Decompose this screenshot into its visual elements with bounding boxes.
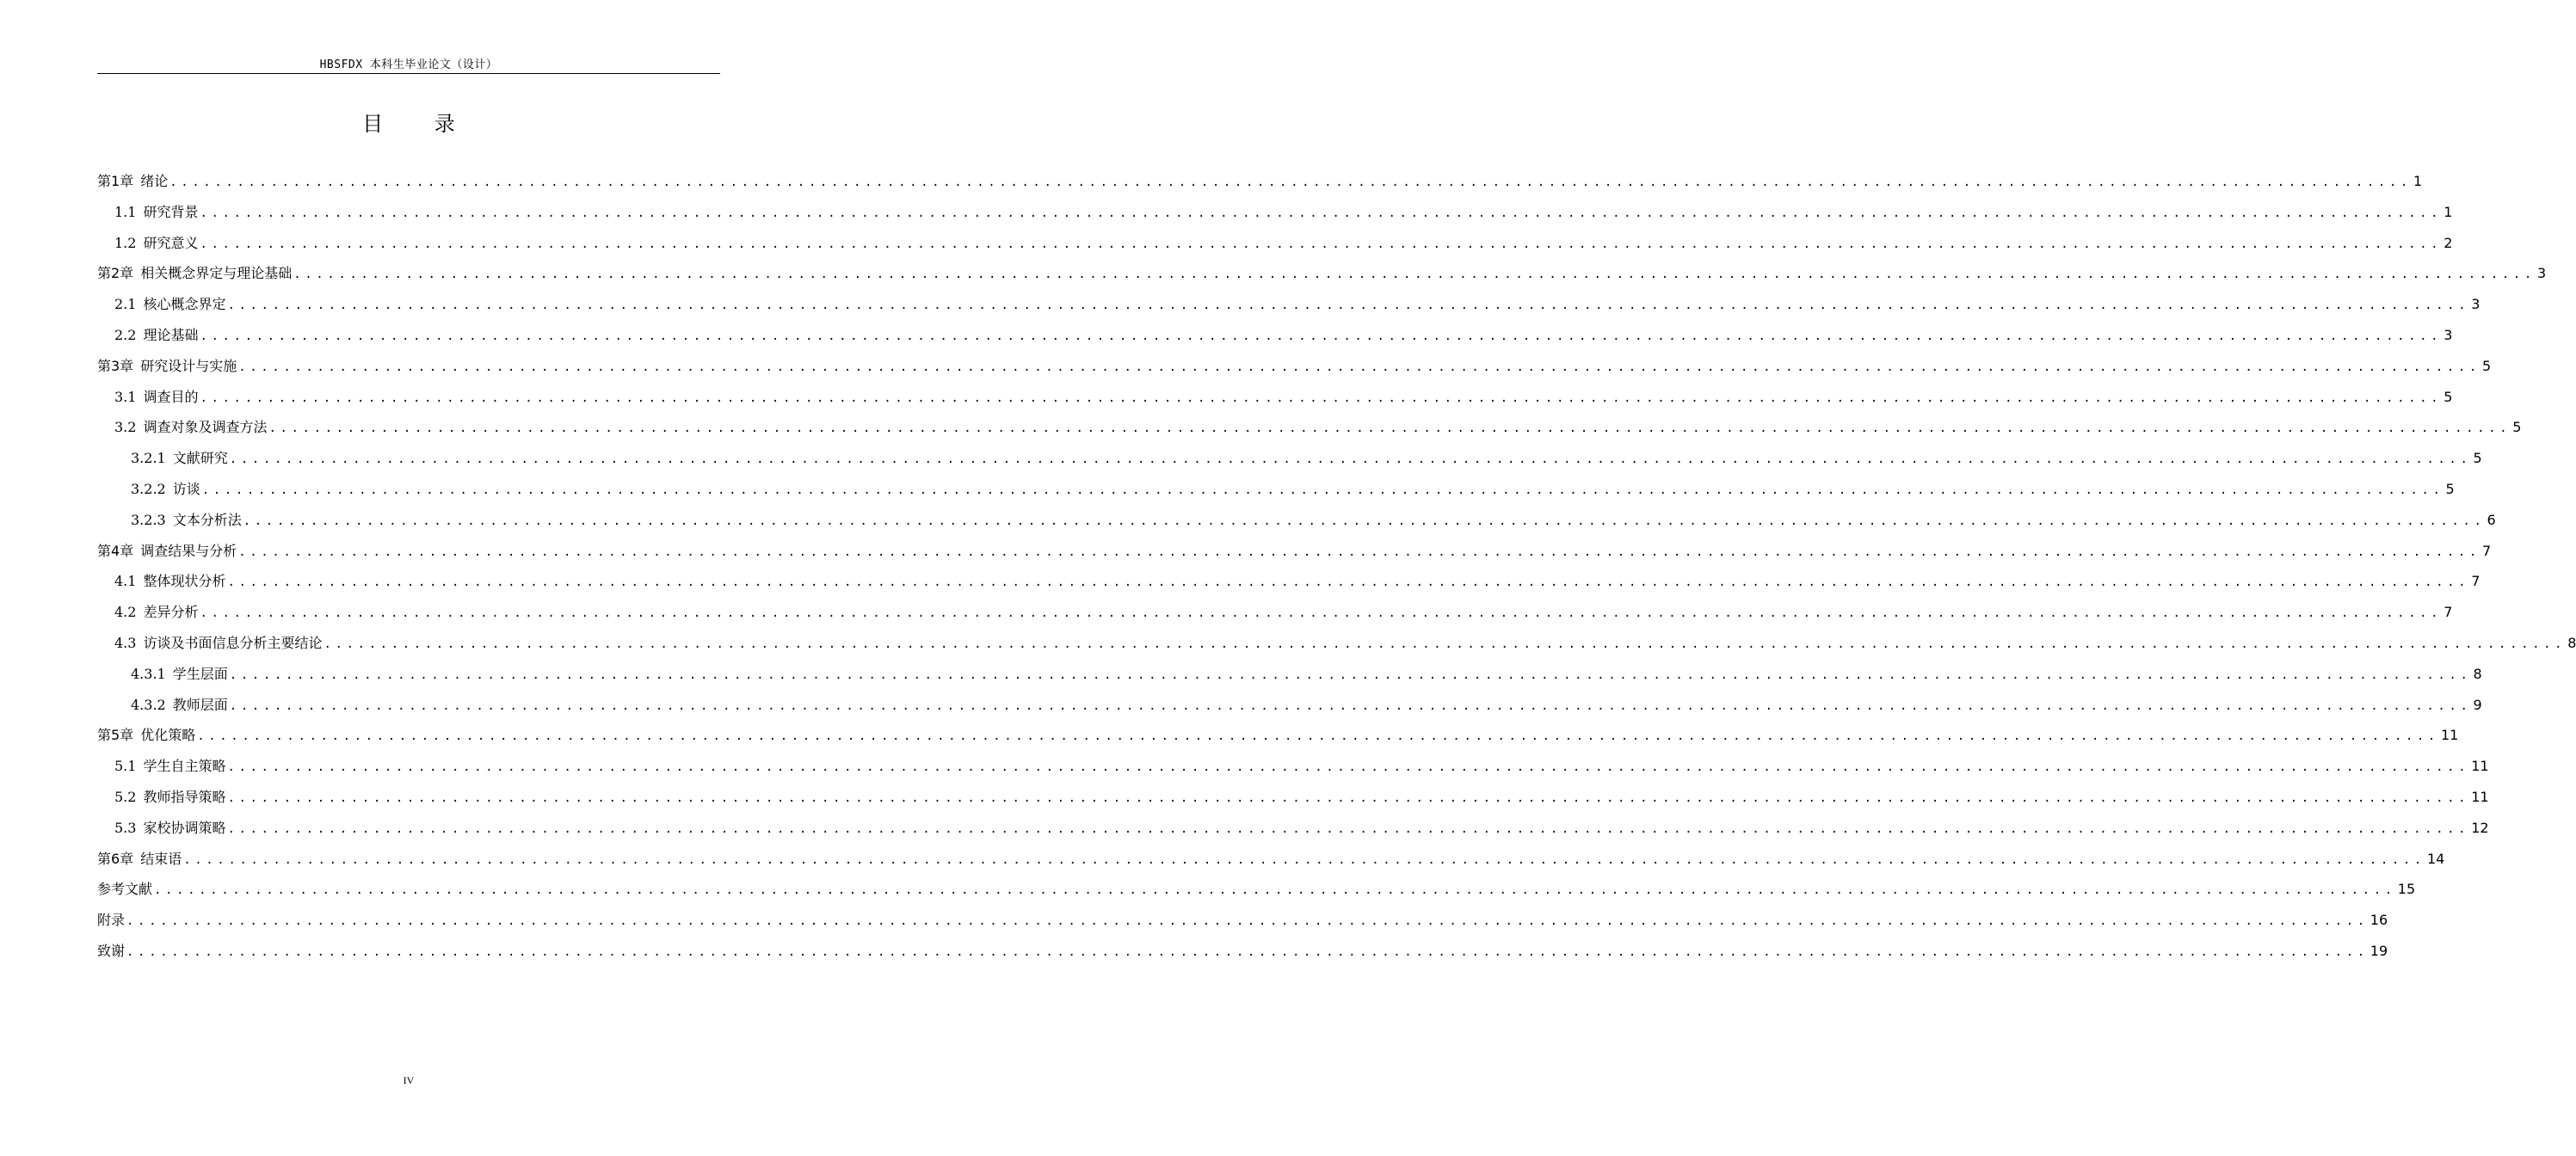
toc-entry-title: 核心概念界定 bbox=[143, 296, 226, 313]
toc-entry-title: 访谈及书面信息分析主要结论 bbox=[143, 634, 323, 651]
toc-entry-page: 6 bbox=[2487, 511, 2496, 528]
toc-leader-dots: ........................................................................................................................................................................................................ bbox=[229, 452, 2472, 467]
toc-entry[interactable] bbox=[97, 601, 2453, 632]
toc-entry-number: 2.1 bbox=[114, 296, 137, 313]
toc-entry-label bbox=[114, 324, 198, 344]
toc-leader-dots: ........................................................................................................................................................................................................ bbox=[169, 175, 2412, 189]
toc-entry[interactable] bbox=[97, 386, 2453, 417]
toc-leader-dots: ........................................................................................................................................................................................................ bbox=[229, 667, 2472, 682]
toc-entry-title: 差异分析 bbox=[143, 604, 199, 621]
toc-entry[interactable] bbox=[97, 570, 2480, 601]
toc-entry-label bbox=[114, 632, 322, 652]
toc-entry-page: 1 bbox=[2444, 203, 2453, 220]
toc-entry-label bbox=[97, 170, 168, 190]
toc-entry-title: 致谢 bbox=[97, 942, 126, 959]
toc-leader-dots: ........................................................................................................................................................................................................ bbox=[227, 790, 2470, 805]
toc-entry-label bbox=[97, 355, 237, 375]
toc-entry[interactable] bbox=[97, 170, 2423, 201]
toc-leader-dots: ........................................................................................................................................................................................................ bbox=[243, 513, 2486, 528]
toc-leader-dots: ........................................................................................................................................................................................................ bbox=[200, 390, 2443, 405]
toc-entry-label bbox=[97, 848, 182, 868]
toc-entry-label bbox=[114, 416, 267, 436]
toc-entry-page: 16 bbox=[2370, 912, 2388, 929]
toc-entry-label bbox=[97, 724, 195, 744]
toc-leader-dots: ........................................................................................................................................................................................................ bbox=[268, 421, 2511, 436]
toc-entry[interactable] bbox=[97, 293, 2480, 324]
toc-entry[interactable] bbox=[97, 509, 2496, 540]
toc-leader-dots: ........................................................................................................................................................................................................ bbox=[229, 698, 2472, 713]
toc-entry-page: 3 bbox=[2536, 265, 2547, 282]
toc-entry-title: 绪论 bbox=[140, 173, 169, 189]
table-of-contents bbox=[97, 170, 2576, 971]
toc-entry-page: 7 bbox=[2471, 573, 2480, 590]
toc-entry[interactable] bbox=[97, 663, 2482, 694]
toc-leader-dots: ........................................................................................................................................................................................................ bbox=[293, 267, 2536, 282]
toc-entry-title: 调查目的 bbox=[143, 388, 199, 405]
toc-entry-title: 研究意义 bbox=[143, 234, 199, 251]
toc-entry-page: 9 bbox=[2473, 696, 2482, 713]
toc-entry-page: 19 bbox=[2370, 942, 2388, 959]
toc-entry-label bbox=[131, 509, 242, 529]
toc-entry-number: 3.2.3 bbox=[131, 511, 166, 528]
toc-entry-page: 2 bbox=[2444, 234, 2453, 251]
toc-entry-number: 1.1 bbox=[114, 203, 137, 220]
toc-entry-number: 第6章 bbox=[97, 850, 134, 867]
toc-entry-page: 5 bbox=[2473, 450, 2482, 467]
header-rule bbox=[97, 73, 720, 74]
toc-entry-page: 3 bbox=[2471, 296, 2480, 313]
toc-entry-page: 1 bbox=[2413, 173, 2423, 189]
toc-entry[interactable] bbox=[97, 940, 2388, 971]
toc-entry-label bbox=[131, 663, 228, 683]
toc-leader-dots: ........................................................................................................................................................................................................ bbox=[200, 237, 2443, 251]
toc-entry-title: 教师层面 bbox=[172, 696, 228, 713]
toc-leader-dots: ........................................................................................................................................................................................................ bbox=[154, 883, 2396, 898]
toc-entry[interactable] bbox=[97, 201, 2453, 232]
toc-leader-dots: ........................................................................................................................................................................................................ bbox=[238, 544, 2480, 559]
toc-entry-title: 调查结果与分析 bbox=[140, 542, 237, 559]
toc-entry-number: 4.1 bbox=[114, 573, 137, 590]
toc-entry-label bbox=[114, 386, 198, 406]
toc-entry[interactable] bbox=[97, 632, 2576, 663]
toc-entry-title: 调查对象及调查方法 bbox=[143, 419, 268, 436]
toc-entry-page: 7 bbox=[2444, 604, 2453, 621]
toc-leader-dots: ........................................................................................................................................................................................................ bbox=[227, 760, 2470, 775]
toc-entry-label bbox=[131, 478, 200, 498]
toc-leader-dots: ........................................................................................................................................................................................................ bbox=[200, 329, 2443, 343]
toc-entry-page: 5 bbox=[2444, 388, 2453, 405]
toc-entry-title: 文献研究 bbox=[172, 450, 228, 467]
toc-entry-number: 3.2.1 bbox=[131, 450, 166, 467]
toc-entry-label bbox=[114, 755, 225, 775]
toc-entry[interactable] bbox=[97, 478, 2455, 509]
toc-entry-label bbox=[114, 232, 198, 252]
toc-entry[interactable] bbox=[97, 232, 2453, 263]
toc-entry-number: 第2章 bbox=[97, 265, 134, 282]
toc-entry[interactable] bbox=[97, 262, 2547, 293]
toc-entry[interactable] bbox=[97, 909, 2388, 940]
toc-entry[interactable] bbox=[97, 786, 2489, 817]
toc-entry-page: 7 bbox=[2481, 542, 2492, 559]
page-title: 目 录 bbox=[362, 112, 478, 136]
toc-entry-page: 12 bbox=[2471, 819, 2489, 836]
toc-entry-label bbox=[97, 878, 152, 898]
toc-entry-number: 第1章 bbox=[97, 173, 134, 189]
toc-entry-page: 11 bbox=[2440, 727, 2459, 744]
toc-leader-dots: ........................................................................................................................................................................................................ bbox=[238, 360, 2480, 374]
toc-entry-title: 附录 bbox=[97, 912, 126, 929]
toc-entry-page: 3 bbox=[2444, 326, 2453, 343]
toc-entry-number: 第4章 bbox=[97, 542, 134, 559]
toc-leader-dots: ........................................................................................................................................................................................................ bbox=[126, 944, 2369, 959]
toc-entry-title: 文本分析法 bbox=[172, 511, 242, 528]
toc-entry-label bbox=[97, 940, 125, 960]
toc-entry[interactable] bbox=[97, 878, 2416, 909]
toc-entry-number: 3.1 bbox=[114, 388, 137, 405]
toc-entry-number: 3.2.2 bbox=[131, 480, 166, 497]
toc-entry-title: 学生层面 bbox=[172, 665, 228, 682]
toc-entry-number: 5.3 bbox=[114, 819, 137, 836]
toc-entry-title: 优化策略 bbox=[140, 727, 196, 744]
toc-entry-page: 5 bbox=[2481, 357, 2492, 374]
toc-entry-page: 15 bbox=[2397, 881, 2416, 898]
toc-entry[interactable] bbox=[97, 817, 2489, 848]
toc-entry-number: 5.1 bbox=[114, 758, 137, 775]
toc-entry-page: 11 bbox=[2471, 788, 2489, 805]
toc-entry-title: 研究背景 bbox=[143, 203, 199, 220]
toc-entry-title: 理论基础 bbox=[143, 326, 199, 343]
toc-entry-number: 5.2 bbox=[114, 788, 137, 805]
toc-entry-title: 参考文献 bbox=[97, 881, 153, 898]
toc-entry-label bbox=[114, 570, 225, 590]
toc-entry-label bbox=[131, 694, 228, 714]
running-header: HBSFDX 本科生毕业论文（设计） bbox=[319, 58, 498, 71]
toc-entry-label bbox=[97, 262, 292, 282]
toc-entry-number: 4.3 bbox=[114, 634, 137, 651]
toc-entry-title: 家校协调策略 bbox=[143, 819, 226, 836]
toc-entry-label bbox=[97, 909, 125, 929]
toc-entry-page: 5 bbox=[2512, 419, 2522, 436]
toc-entry[interactable] bbox=[97, 755, 2489, 786]
toc-entry-title: 研究设计与实施 bbox=[140, 357, 237, 374]
toc-entry-label bbox=[114, 786, 225, 806]
toc-leader-dots: ........................................................................................................................................................................................................ bbox=[200, 206, 2443, 220]
toc-leader-dots: ........................................................................................................................................................................................................ bbox=[227, 821, 2470, 836]
toc-leader-dots: ........................................................................................................................................................................................................ bbox=[227, 575, 2470, 590]
toc-entry-page: 14 bbox=[2426, 850, 2445, 867]
toc-entry-number: 1.2 bbox=[114, 234, 137, 251]
toc-entry-label bbox=[114, 293, 225, 313]
toc-leader-dots: ........................................................................................................................................................................................................ bbox=[200, 606, 2443, 621]
toc-entry-label bbox=[114, 201, 198, 221]
toc-leader-dots: ........................................................................................................................................................................................................ bbox=[324, 636, 2567, 651]
toc-entry-number: 第3章 bbox=[97, 357, 134, 374]
toc-entry-number: 3.2 bbox=[114, 419, 137, 436]
toc-entry[interactable] bbox=[97, 324, 2453, 355]
toc-leader-dots: ........................................................................................................................................................................................................ bbox=[201, 483, 2444, 497]
toc-entry-label bbox=[114, 601, 198, 621]
toc-entry-number: 第5章 bbox=[97, 727, 134, 744]
toc-entry-page: 8 bbox=[2473, 665, 2482, 682]
toc-entry[interactable] bbox=[97, 848, 2445, 879]
toc-leader-dots: ........................................................................................................................................................................................................ bbox=[197, 729, 2439, 744]
toc-entry-label bbox=[131, 447, 228, 467]
toc-leader-dots: ........................................................................................................................................................................................................ bbox=[183, 852, 2425, 867]
page-number: IV bbox=[403, 1074, 415, 1086]
toc-entry-number: 2.2 bbox=[114, 326, 137, 343]
toc-entry-number: 4.3.1 bbox=[131, 665, 166, 682]
toc-entry[interactable] bbox=[97, 540, 2492, 571]
toc-entry-number: 4.2 bbox=[114, 604, 137, 621]
toc-leader-dots: ........................................................................................................................................................................................................ bbox=[227, 298, 2470, 313]
toc-entry-page: 5 bbox=[2445, 480, 2455, 497]
toc-entry-title: 学生自主策略 bbox=[143, 758, 226, 775]
toc-entry[interactable] bbox=[97, 447, 2482, 478]
toc-entry[interactable] bbox=[97, 724, 2459, 755]
toc-entry-number: 4.3.2 bbox=[131, 696, 166, 713]
toc-entry-title: 访谈 bbox=[172, 480, 200, 497]
toc-entry-page: 11 bbox=[2471, 758, 2489, 775]
toc-entry-page: 8 bbox=[2567, 634, 2576, 651]
toc-entry[interactable] bbox=[97, 694, 2482, 725]
toc-leader-dots: ........................................................................................................................................................................................................ bbox=[126, 914, 2369, 929]
toc-entry-label bbox=[114, 817, 225, 837]
toc-entry[interactable] bbox=[97, 416, 2522, 447]
toc-entry-label bbox=[97, 540, 237, 560]
toc-entry-title: 教师指导策略 bbox=[143, 788, 226, 805]
toc-entry-title: 相关概念界定与理论基础 bbox=[140, 265, 293, 282]
toc-entry[interactable] bbox=[97, 355, 2492, 386]
toc-entry-title: 结束语 bbox=[140, 850, 182, 867]
toc-entry-title: 整体现状分析 bbox=[143, 573, 226, 590]
